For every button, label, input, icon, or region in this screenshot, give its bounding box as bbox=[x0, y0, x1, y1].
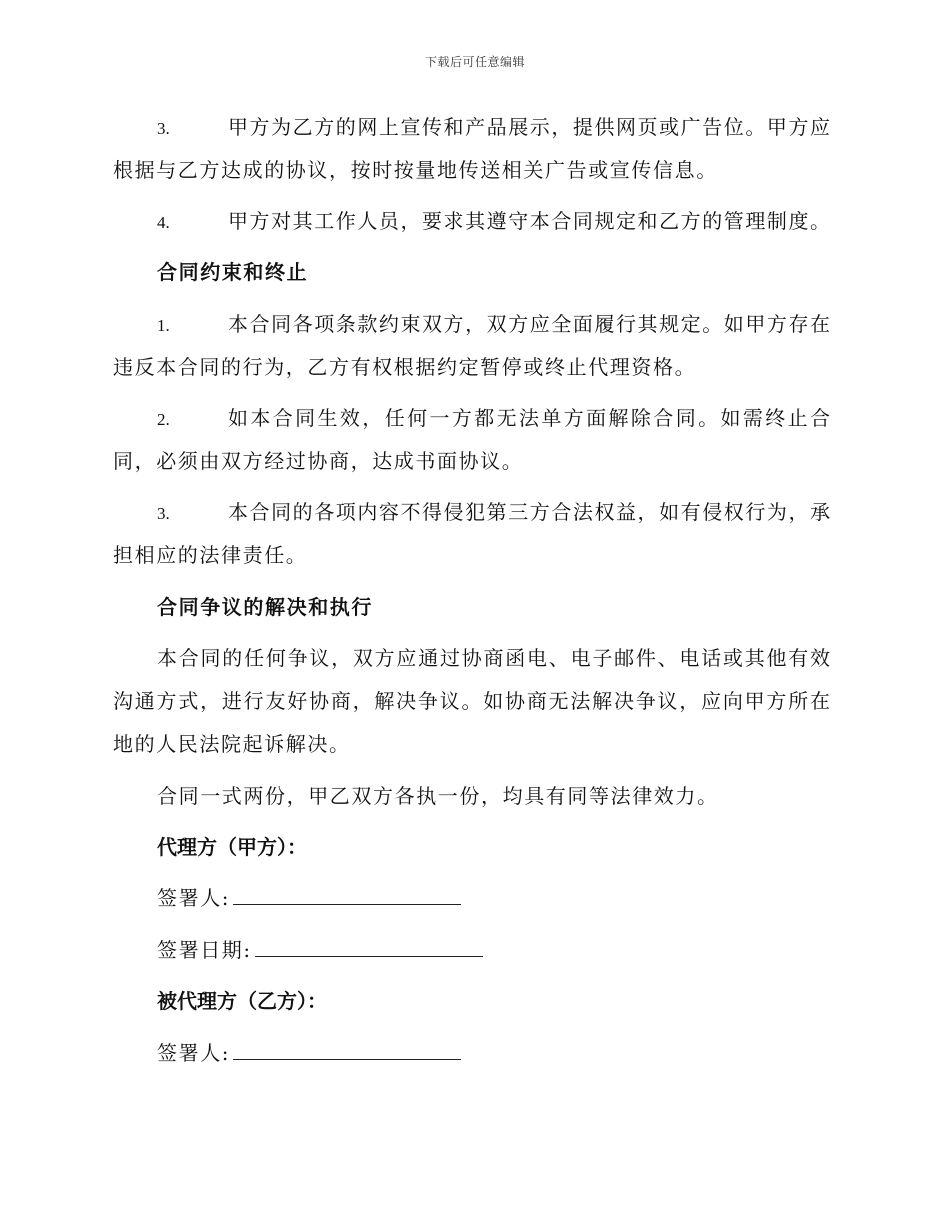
clause-number: 2. bbox=[157, 410, 170, 430]
section-heading: 合同约束和终止 bbox=[157, 260, 309, 285]
paragraph-line: 本合同的任何争议，双方应通过协商函电、电子邮件、电话或其他有效 bbox=[157, 646, 830, 671]
paragraph-line: 沟通方式，进行友好协商，解决争议。如协商无法解决争议，应向甲方所在 bbox=[113, 689, 830, 714]
clause-item bbox=[113, 303, 830, 389]
section-heading: 合同争议的解决和执行 bbox=[157, 594, 373, 619]
clause-item bbox=[113, 200, 830, 243]
party-b-title: 被代理方（乙方）： bbox=[157, 989, 327, 1014]
party-b-signer-row bbox=[113, 1032, 830, 1075]
clause-line: 根据与乙方达成的协议，按时按量地传送相关广告或宣传信息。 bbox=[113, 157, 718, 182]
clause-item bbox=[113, 397, 830, 483]
document-body bbox=[113, 106, 830, 1083]
copies-statement: 合同一式两份，甲乙双方各执一份，均具有同等法律效力。 bbox=[157, 783, 719, 808]
clause-first-line bbox=[113, 303, 830, 346]
signer-label: 签署人: bbox=[157, 1040, 231, 1065]
clause-number: 3. bbox=[157, 504, 170, 524]
party-b-title-block bbox=[113, 980, 830, 1023]
clause-line: 同，必须由双方经过协商，达成书面协议。 bbox=[113, 449, 524, 474]
party-a-date-row bbox=[113, 929, 830, 972]
signature-row bbox=[113, 1032, 830, 1075]
clause-item bbox=[113, 491, 830, 577]
clause-text: 本合同的各项内容不得侵犯第三方合法权益，如有侵权行为，承 bbox=[228, 500, 830, 525]
clause-first-line bbox=[113, 491, 830, 534]
signature-date-row bbox=[113, 929, 830, 972]
clause-first-line bbox=[113, 397, 830, 440]
clause-number: 4. bbox=[157, 212, 170, 232]
clause-text: 甲方为乙方的网上宣传和产品展示，提供网页或广告位。甲方应 bbox=[228, 114, 830, 139]
copies-paragraph bbox=[113, 775, 830, 818]
dispute-paragraph bbox=[113, 637, 830, 766]
clause-text: 本合同各项条款约束双方，双方应全面履行其规定。如甲方存在 bbox=[228, 311, 830, 336]
signer-blank-line bbox=[233, 884, 461, 905]
party-a-title-block bbox=[113, 826, 830, 869]
paragraph-line: 地的人民法院起诉解决。 bbox=[113, 732, 351, 757]
signature-row bbox=[113, 877, 830, 920]
clause-number: 3. bbox=[157, 118, 170, 138]
party-a-title: 代理方（甲方）： bbox=[157, 835, 307, 860]
date-blank-line bbox=[255, 936, 483, 957]
signer-label: 签署人: bbox=[157, 886, 231, 911]
signer-blank-line bbox=[233, 1039, 461, 1060]
clause-number: 1. bbox=[157, 315, 170, 335]
clause-first-line bbox=[113, 200, 830, 243]
party-a-signer-row bbox=[113, 877, 830, 920]
clause-line: 担相应的法律责任。 bbox=[113, 543, 308, 568]
clause-first-line bbox=[113, 106, 830, 149]
date-label: 签署日期: bbox=[157, 937, 252, 962]
section-heading-block bbox=[113, 586, 830, 629]
clause-text: 如本合同生效，任何一方都无法单方面解除合同。如需终止合 bbox=[228, 406, 830, 431]
section-heading-block bbox=[113, 251, 830, 294]
header-note: 下载后可任意编辑 bbox=[424, 55, 525, 69]
clause-item bbox=[113, 106, 830, 192]
clause-line: 违反本合同的行为，乙方有权根据约定暂停或终止代理资格。 bbox=[113, 354, 697, 379]
clause-text: 甲方对其工作人员，要求其遵守本合同规定和乙方的管理制度。 bbox=[228, 208, 830, 233]
